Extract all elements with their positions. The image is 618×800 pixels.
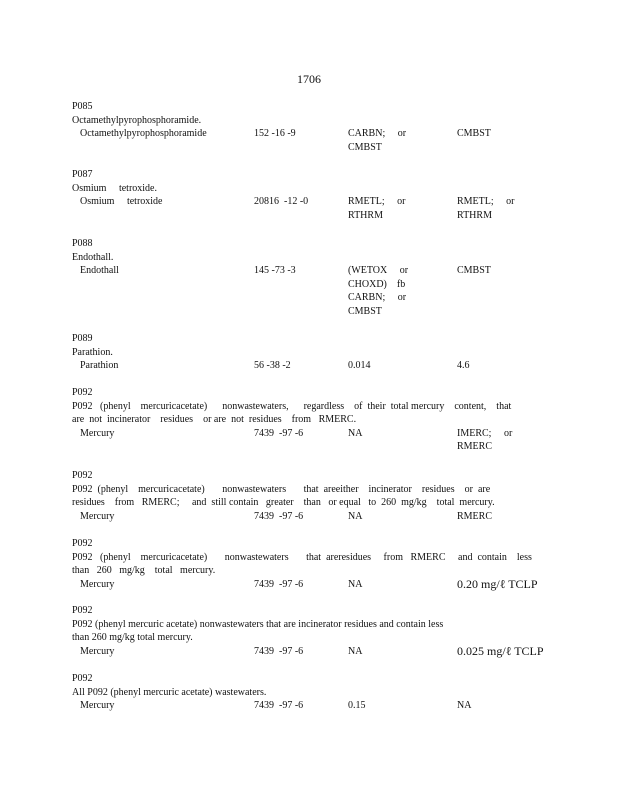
wastewater-standard: NA (348, 427, 363, 439)
constituent-name: Mercury (80, 645, 115, 657)
waste-entry-p092-wastewaters (72, 672, 542, 713)
cas-number: 7439 -97 -6 (254, 645, 304, 657)
waste-description: Parathion. (72, 346, 113, 358)
wastewater-standard: (WETOX or CHOXD) fb CARBN; or CMBST (348, 265, 409, 317)
wastewater-standard: NA (348, 510, 363, 522)
nonwastewater-standard: CMBST (457, 128, 491, 139)
nonwastewater-standard: 0.025 mg/ℓ TCLP (457, 643, 544, 658)
wastewater-standard: CARBN; or CMBST (348, 128, 407, 153)
waste-description: P092 (phenyl mercuric acetate) nonwastewaters that are incinerator residues and contain less (72, 618, 444, 630)
waste-code: P092 (72, 387, 93, 398)
wastewater-standard: 0.15 (348, 700, 366, 711)
waste-entry-p088 (72, 237, 542, 317)
constituent-name: Octamethylpyrophosphoramide (80, 128, 207, 139)
constituent-row (72, 510, 542, 524)
nonwastewater-standard: IMERC; or RMERC (457, 427, 513, 452)
waste-entry-p092-rmerc-low (72, 537, 542, 591)
constituent-name: Mercury (80, 427, 115, 439)
waste-entry-p085 (72, 100, 542, 153)
waste-entry-p092-incinerator-low (72, 604, 542, 658)
constituent-name: Osmium tetroxide (80, 196, 163, 207)
nonwastewater-standard: NA (457, 700, 472, 711)
constituent-name: Endothall (80, 265, 119, 276)
waste-entry-p089 (72, 332, 542, 373)
constituent-row (72, 427, 542, 452)
cas-number: 7439 -97 -6 (254, 427, 304, 439)
waste-description: Osmium tetroxide. (72, 182, 157, 194)
waste-code: P089 (72, 333, 93, 344)
cas-number: 145 -73 -3 (254, 265, 296, 276)
waste-description: P092 (phenyl mercuricacetate) nonwastewaters that areresidues from RMERC and contain less (72, 551, 532, 563)
waste-description: P092 (phenyl mercuricacetate) nonwastewaters that areeither incinerator residues or are (72, 483, 491, 495)
cas-number: 7439 -97 -6 (254, 510, 304, 522)
waste-code: P092 (72, 605, 93, 616)
nonwastewater-standard: 4.6 (457, 360, 470, 371)
constituent-row (72, 127, 542, 153)
waste-entry-p087 (72, 168, 542, 221)
cas-number: 56 -38 -2 (254, 360, 291, 371)
waste-code: P085 (72, 101, 93, 112)
wastewater-standard: RMETL; or RTHRM (348, 196, 406, 221)
waste-description: All P092 (phenyl mercuric acetate) wastewaters. (72, 686, 267, 698)
waste-description-continued: than 260 mg/kg total mercury. (72, 632, 193, 643)
constituent-row (72, 264, 542, 317)
constituent-row (72, 359, 542, 373)
waste-description-continued: are not incinerator residues or are not residues from RMERC. (72, 414, 357, 425)
waste-entry-p092-high-mercury (72, 469, 542, 523)
cas-number: 7439 -97 -6 (254, 700, 304, 711)
wastewater-standard: 0.014 (348, 360, 371, 371)
waste-code: P092 (72, 538, 93, 549)
constituent-name: Mercury (80, 510, 115, 522)
waste-code: P087 (72, 169, 93, 180)
constituent-row (72, 578, 542, 592)
constituent-row (72, 645, 542, 659)
cas-number: 152 -16 -9 (254, 128, 296, 139)
cas-number: 20816 -12 -0 (254, 196, 309, 207)
waste-code: P088 (72, 238, 93, 249)
constituent-name: Parathion (80, 360, 119, 371)
waste-description-continued: than 260 mg/kg total mercury. (72, 565, 216, 576)
waste-description-continued: residues from RMERC; and still contain greater than or equal to 260 mg/kg total mercury. (72, 497, 495, 508)
nonwastewater-standard: RMETL; or RTHRM (457, 196, 515, 221)
waste-description: P092 (phenyl mercuricacetate) nonwastewaters, regardless of their total mercury content, that (72, 400, 512, 412)
cas-number: 7439 -97 -6 (254, 578, 304, 590)
constituent-name: Mercury (80, 578, 115, 590)
page-number: 1706 (297, 72, 321, 86)
nonwastewater-standard: CMBST (457, 265, 491, 276)
constituent-row (72, 195, 542, 221)
constituent-name: Mercury (80, 700, 115, 711)
waste-description: Endothall. (72, 251, 114, 263)
constituent-row (72, 699, 542, 713)
wastewater-standard: NA (348, 578, 363, 590)
nonwastewater-standard: 0.20 mg/ℓ TCLP (457, 576, 538, 591)
nonwastewater-standard: RMERC (457, 510, 493, 522)
waste-code: P092 (72, 673, 93, 684)
waste-entry-p092-regardless (72, 386, 542, 452)
wastewater-standard: NA (348, 645, 363, 657)
waste-code: P092 (72, 470, 93, 481)
waste-description: Octamethylpyrophosphoramide. (72, 114, 202, 126)
